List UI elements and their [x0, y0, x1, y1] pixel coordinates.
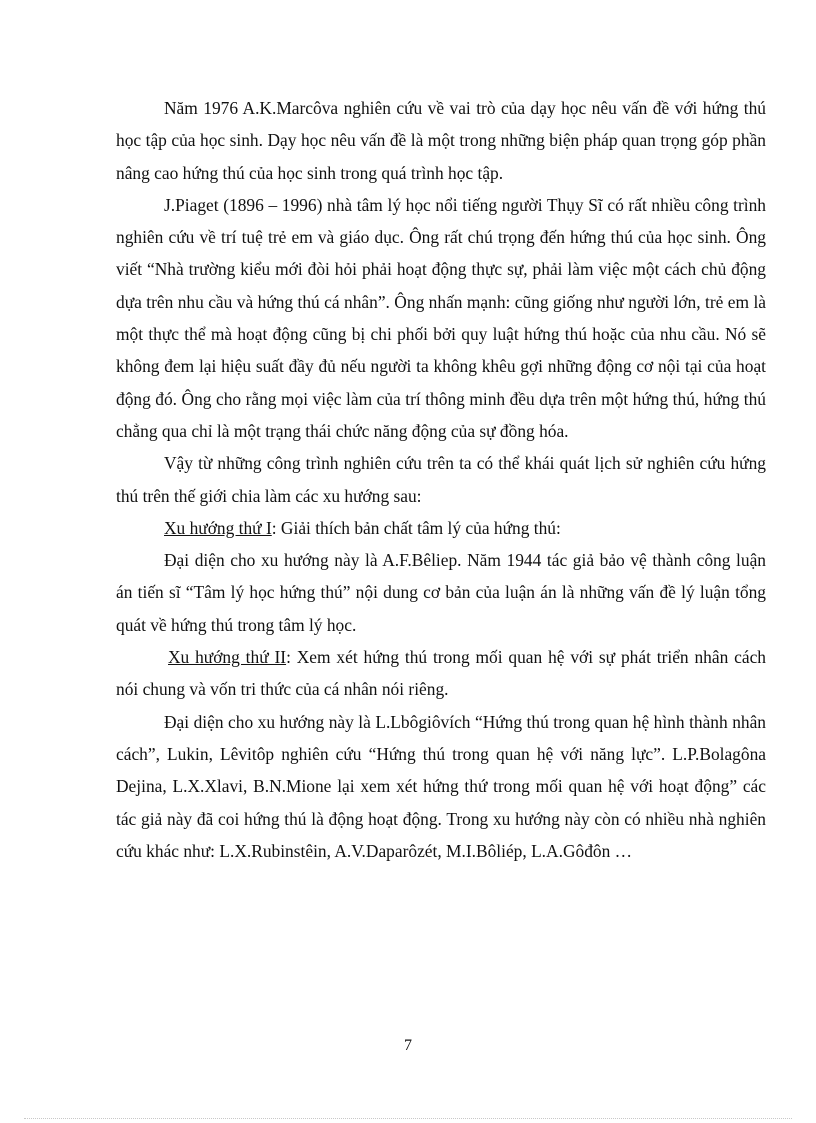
- trend-1-heading: Xu hướng thứ I: [164, 517, 272, 538]
- page-bottom-divider: [24, 1118, 792, 1119]
- paragraph-text: Năm 1976 A.K.Marcôva nghiên cứu về vai trò của dạy học nêu vấn đề với hứng thú học tập của học sinh. Dạy học nêu vấn đề là một trong những biện pháp quan trọng góp phần nâng cao hứng thú của học sinh trong quá trình học tập.: [116, 98, 766, 183]
- trend-2-text: : Xem xét hứng thú trong mối quan hệ với sự phát triển nhân cách nói chung và vốn tri thức của cá nhân nói riêng.: [116, 647, 766, 700]
- paragraph-marcova: [116, 92, 766, 189]
- paragraph-text: Đại diện cho xu hướng này là A.F.Bêliep. Năm 1944 tác giả bảo vệ thành công luận án tiến sĩ “Tâm lý học hứng thú” nội dung cơ bản của luận án là những vấn đề lý luận tổng quát về hứng thú trong tâm lý học.: [116, 550, 766, 635]
- paragraph-summary: [116, 447, 766, 512]
- paragraph-lbogiovich: [116, 706, 766, 867]
- trend-2-heading: Xu hướng thứ II: [168, 647, 287, 668]
- document-body: [116, 92, 766, 867]
- trend-1-text: : Giải thích bản chất tâm lý của hứng thú:: [271, 517, 561, 538]
- paragraph-trend-1: [116, 512, 766, 544]
- paragraph-text: Đại diện cho xu hướng này là L.Lbôgiôvích “Hứng thú trong quan hệ hình thành nhân cách”, Lukin, Lêvitôp nghiên cứu “Hứng thú trong quan hệ với năng lực”. L.P.Bolagôna Dejina, L.X.Xlavi, B.N.Mione lại xem xét hứng thứ trong mối quan hệ với hoạt động” các tác giả này đã coi hứng thú là động hoạt động. Trong xu hướng này còn có nhiều nhà nghiên cứu khác như: L.X.Rubinstêin, A.V.Daparôzét, M.I.Bôliép, L.A.Gôđôn …: [116, 711, 766, 861]
- paragraph-piaget: [116, 189, 766, 447]
- paragraph-beliep: [116, 544, 766, 641]
- paragraph-trend-2: [116, 641, 766, 706]
- paragraph-text: Vậy từ những công trình nghiên cứu trên ta có thể khái quát lịch sử nghiên cứu hứng thú trên thế giới chia làm các xu hướng sau:: [116, 453, 766, 506]
- page-number: 7: [404, 1037, 412, 1054]
- paragraph-text: J.Piaget (1896 – 1996) nhà tâm lý học nổi tiếng người Thụy Sĩ có rất nhiều công trình nghiên cứu về trí tuệ trẻ em và giáo dục. Ông rất chú trọng đến hứng thú của học sinh. Ông viết “Nhà trường kiểu mới đòi hỏi phải hoạt động thực sự, phải làm việc một cách chủ động dựa trên nhu cầu và hứng thú cá nhân”. Ông nhấn mạnh: cũng giống như người lớn, trẻ em là một thực thể mà hoạt động cũng bị chi phối bởi quy luật hứng thú hoặc của nhu cầu. Nó sẽ không đem lại hiệu suất đầy đủ nếu người ta không khêu gợi những động cơ nội tại của hoạt động đó. Ông cho rằng mọi việc làm của trí thông minh đều dựa trên một hứng thú, hứng thú chẳng qua chỉ là một trạng thái chức năng động của sự đồng hóa.: [116, 194, 766, 441]
